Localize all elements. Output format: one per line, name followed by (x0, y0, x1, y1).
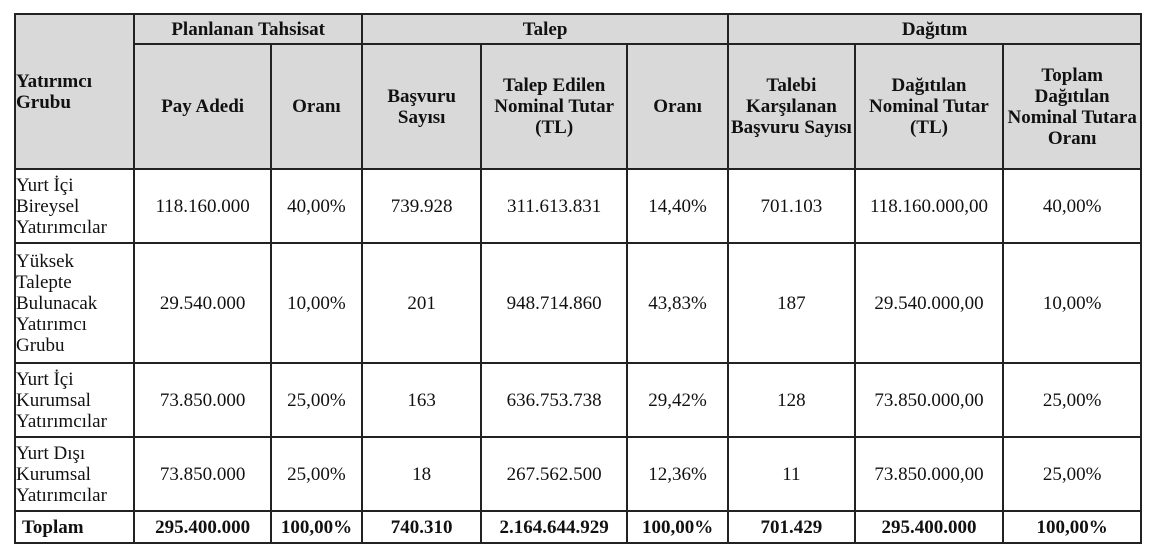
table-cell: 40,00% (1003, 169, 1141, 243)
header-column-row (15, 44, 1141, 169)
total-row (15, 511, 1141, 543)
total-cell: 100,00% (271, 511, 362, 543)
row-label: Yurt İçi Kurumsal Yatırımcılar (15, 363, 134, 437)
row-label: Yüksek Talepte Bulunacak Yatırımcı Grubu (15, 243, 134, 363)
table-cell: 40,00% (271, 169, 362, 243)
column-header-planned-ratio: Oranı (271, 44, 362, 169)
table-cell: 29.540.000 (134, 243, 271, 363)
table-cell: 267.562.500 (481, 437, 627, 511)
table-cell: 948.714.860 (481, 243, 627, 363)
table-row (15, 437, 1141, 511)
total-cell: 100,00% (1003, 511, 1141, 543)
table-cell: 14,40% (627, 169, 728, 243)
total-cell: 295.400.000 (855, 511, 1004, 543)
table-cell: 311.613.831 (481, 169, 627, 243)
table-cell: 73.850.000 (134, 437, 271, 511)
group-header-distribution: Dağıtım (728, 14, 1141, 44)
total-cell: 2.164.644.929 (481, 511, 627, 543)
column-header-demand-ratio: Oranı (627, 44, 728, 169)
table-cell: 118.160.000 (134, 169, 271, 243)
table-cell: 201 (362, 243, 481, 363)
column-header-fulfilled-applications: Talebi Karşılanan Başvuru Sayısı (728, 44, 854, 169)
table-cell: 73.850.000,00 (855, 363, 1004, 437)
total-cell: 701.429 (728, 511, 854, 543)
table-cell: 29,42% (627, 363, 728, 437)
allocation-table (14, 13, 1142, 544)
table-cell: 11 (728, 437, 854, 511)
table-cell: 29.540.000,00 (855, 243, 1004, 363)
table-cell: 43,83% (627, 243, 728, 363)
table-cell: 25,00% (1003, 437, 1141, 511)
table-cell: 73.850.000 (134, 363, 271, 437)
table-row (15, 243, 1141, 363)
table-cell: 701.103 (728, 169, 854, 243)
table-cell: 25,00% (271, 437, 362, 511)
column-header-distributed-nominal: Dağıtılan Nominal Tutar (TL) (855, 44, 1004, 169)
group-header-demand: Talep (362, 14, 728, 44)
table-cell: 10,00% (1003, 243, 1141, 363)
table-cell: 73.850.000,00 (855, 437, 1004, 511)
group-header-planned-allocation: Planlanan Tahsisat (134, 14, 362, 44)
total-cell: 100,00% (627, 511, 728, 543)
row-label: Yurt İçi Bireysel Yatırımcılar (15, 169, 134, 243)
table-row (15, 169, 1141, 243)
table-cell: 18 (362, 437, 481, 511)
table-cell: 187 (728, 243, 854, 363)
table-cell: 163 (362, 363, 481, 437)
total-cell: 295.400.000 (134, 511, 271, 543)
total-cell: 740.310 (362, 511, 481, 543)
total-label: Toplam (15, 511, 134, 543)
header-group-row (15, 14, 1141, 44)
column-header-application-count: Başvuru Sayısı (362, 44, 481, 169)
table-cell: 128 (728, 363, 854, 437)
table-cell: 118.160.000,00 (855, 169, 1004, 243)
table-row (15, 363, 1141, 437)
table-cell: 10,00% (271, 243, 362, 363)
table-cell: 25,00% (1003, 363, 1141, 437)
table-cell: 739.928 (362, 169, 481, 243)
table-cell: 636.753.738 (481, 363, 627, 437)
table-cell: 25,00% (271, 363, 362, 437)
column-header-share-count: Pay Adedi (134, 44, 271, 169)
column-header-distribution-ratio: Toplam Dağıtılan Nominal Tutara Oranı (1003, 44, 1141, 169)
table-cell: 12,36% (627, 437, 728, 511)
row-label: Yurt Dışı Kurumsal Yatırımcılar (15, 437, 134, 511)
investor-group-header: Yatırımcı Grubu (15, 14, 134, 169)
column-header-demanded-nominal: Talep Edilen Nominal Tutar (TL) (481, 44, 627, 169)
